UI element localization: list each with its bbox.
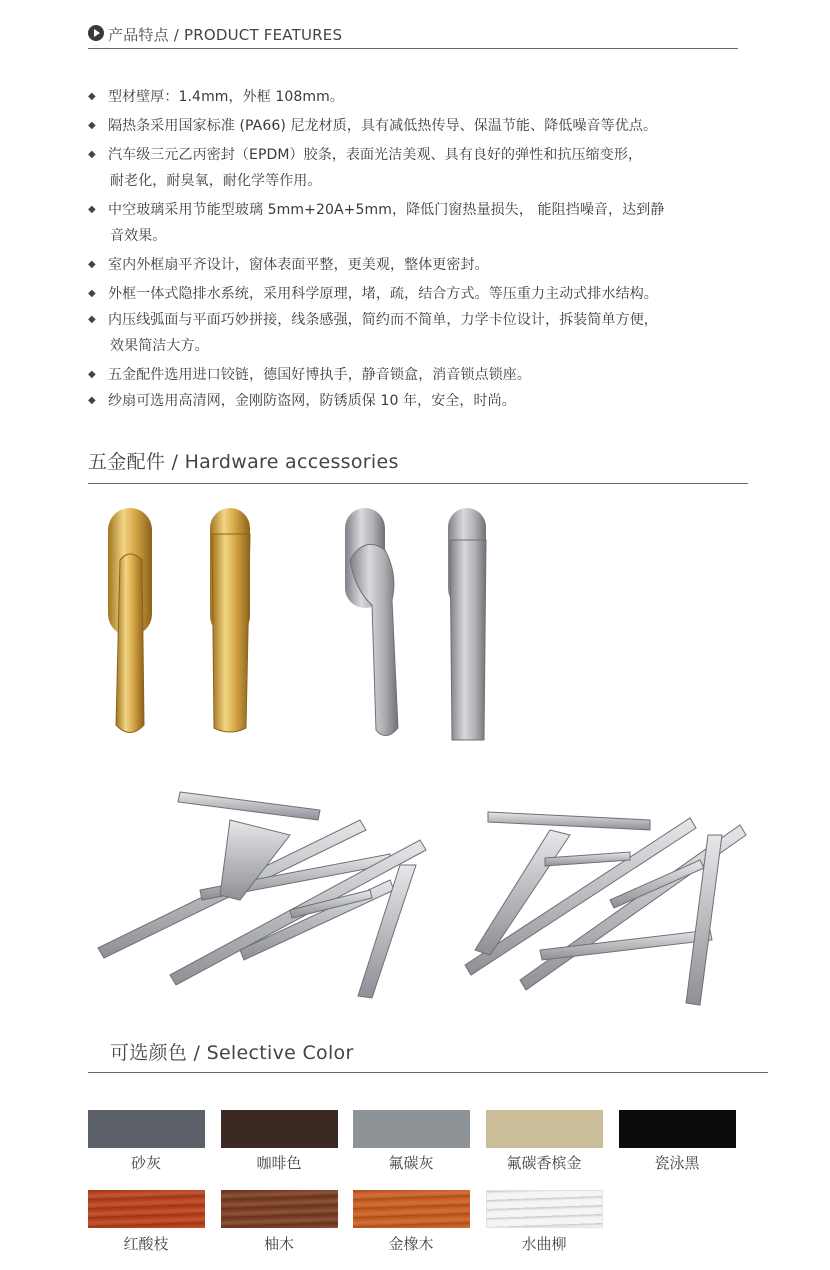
swatch-label: 砂灰	[130, 1154, 161, 1172]
swatch-golden-oak	[353, 1190, 470, 1228]
swatch-coffee	[221, 1110, 338, 1148]
diamond-bullet-icon: ◆	[88, 259, 96, 270]
feature-item: ◆ 室内外框扇平齐设计，窗体表面平整，更美观，整体更密封。	[88, 252, 753, 278]
swatch-teak	[221, 1190, 338, 1228]
swatch-ash	[486, 1190, 603, 1228]
features-title: 产品特点 / PRODUCT FEATURES	[108, 26, 343, 44]
swatch-porcelain-black	[619, 1110, 736, 1148]
feature-item: ◆ 型材壁厚：1.4mm，外框 108mm。	[88, 84, 753, 110]
feature-item: ◆ 中空玻璃采用节能型玻璃 5mm+20A+5mm，降低门窗热量损失， 能阻挡噪音，达到静 音效果。	[88, 197, 753, 249]
swatch-red-sandalwood	[88, 1190, 205, 1228]
hinge-set-right	[465, 812, 746, 1005]
diamond-bullet-icon: ◆	[88, 369, 96, 380]
swatch-label: 金橡木	[388, 1235, 434, 1253]
swatch-fluorocarbon-gray	[353, 1110, 470, 1148]
swatch-label: 氟碳灰	[388, 1154, 434, 1172]
gold-handle-side	[210, 508, 250, 732]
hardware-title: 五金配件 / Hardware accessories	[88, 451, 399, 473]
hardware-header	[88, 447, 748, 484]
handles-illustration	[100, 500, 500, 750]
swatch-champagne-gold	[486, 1110, 603, 1148]
diamond-bullet-icon: ◆	[88, 149, 96, 160]
swatch-label: 氟碳香槟金	[506, 1154, 582, 1172]
gold-handle-front	[108, 508, 152, 733]
feature-item: ◆ 纱扇可选用高清网，金刚防盗网，防锈质保 10 年，安全，时尚。	[88, 388, 753, 414]
swatch-label: 咖啡色	[256, 1154, 302, 1172]
diamond-bullet-icon: ◆	[88, 314, 96, 325]
swatch-label: 瓷泳黑	[654, 1154, 700, 1172]
features-header	[88, 22, 738, 49]
diamond-bullet-icon: ◆	[88, 204, 96, 215]
swatch-label: 柚木	[263, 1235, 294, 1253]
feature-item: ◆ 五金配件选用进口铰链，德国好博执手，静音锁盒，消音锁点锁座。	[88, 362, 753, 388]
diamond-bullet-icon: ◆	[88, 91, 96, 102]
diamond-bullet-icon: ◆	[88, 288, 96, 299]
feature-item: ◆ 汽车级三元乙丙密封（EPDM）胶条，表面光洁美观、具有良好的弹性和抗压缩变形， 耐老化，耐臭氧，耐化学等作用。	[88, 142, 753, 194]
silver-handle-side	[448, 508, 486, 740]
features-list	[88, 84, 753, 414]
feature-item: ◆ 内压线弧面与平面巧妙拼接，线条感强，简约而不简单，力学卡位设计，拆装简单方便， 效果简洁大方。	[88, 307, 753, 359]
feature-item: ◆ 隔热条采用国家标准 (PA66) 尼龙材质，具有减低热传导、保温节能、降低噪音等优点。	[88, 113, 753, 139]
hinge-set-left	[98, 792, 426, 998]
diamond-bullet-icon: ◆	[88, 395, 96, 406]
silver-handle-front	[345, 508, 398, 736]
swatch-label: 红酸枝	[123, 1235, 169, 1253]
swatch-label: 水曲柳	[521, 1235, 567, 1253]
diamond-bullet-icon: ◆	[88, 120, 96, 131]
color-header	[88, 1036, 768, 1073]
color-title: 可选颜色 / Selective Color	[110, 1042, 354, 1064]
swatch-sand-gray	[88, 1110, 205, 1148]
hinges-illustration	[90, 780, 760, 1010]
play-circle-icon	[88, 25, 104, 41]
feature-item: ◆ 外框一体式隐排水系统，采用科学原理，堵，疏，结合方式。等压重力主动式排水结构。	[88, 281, 753, 307]
